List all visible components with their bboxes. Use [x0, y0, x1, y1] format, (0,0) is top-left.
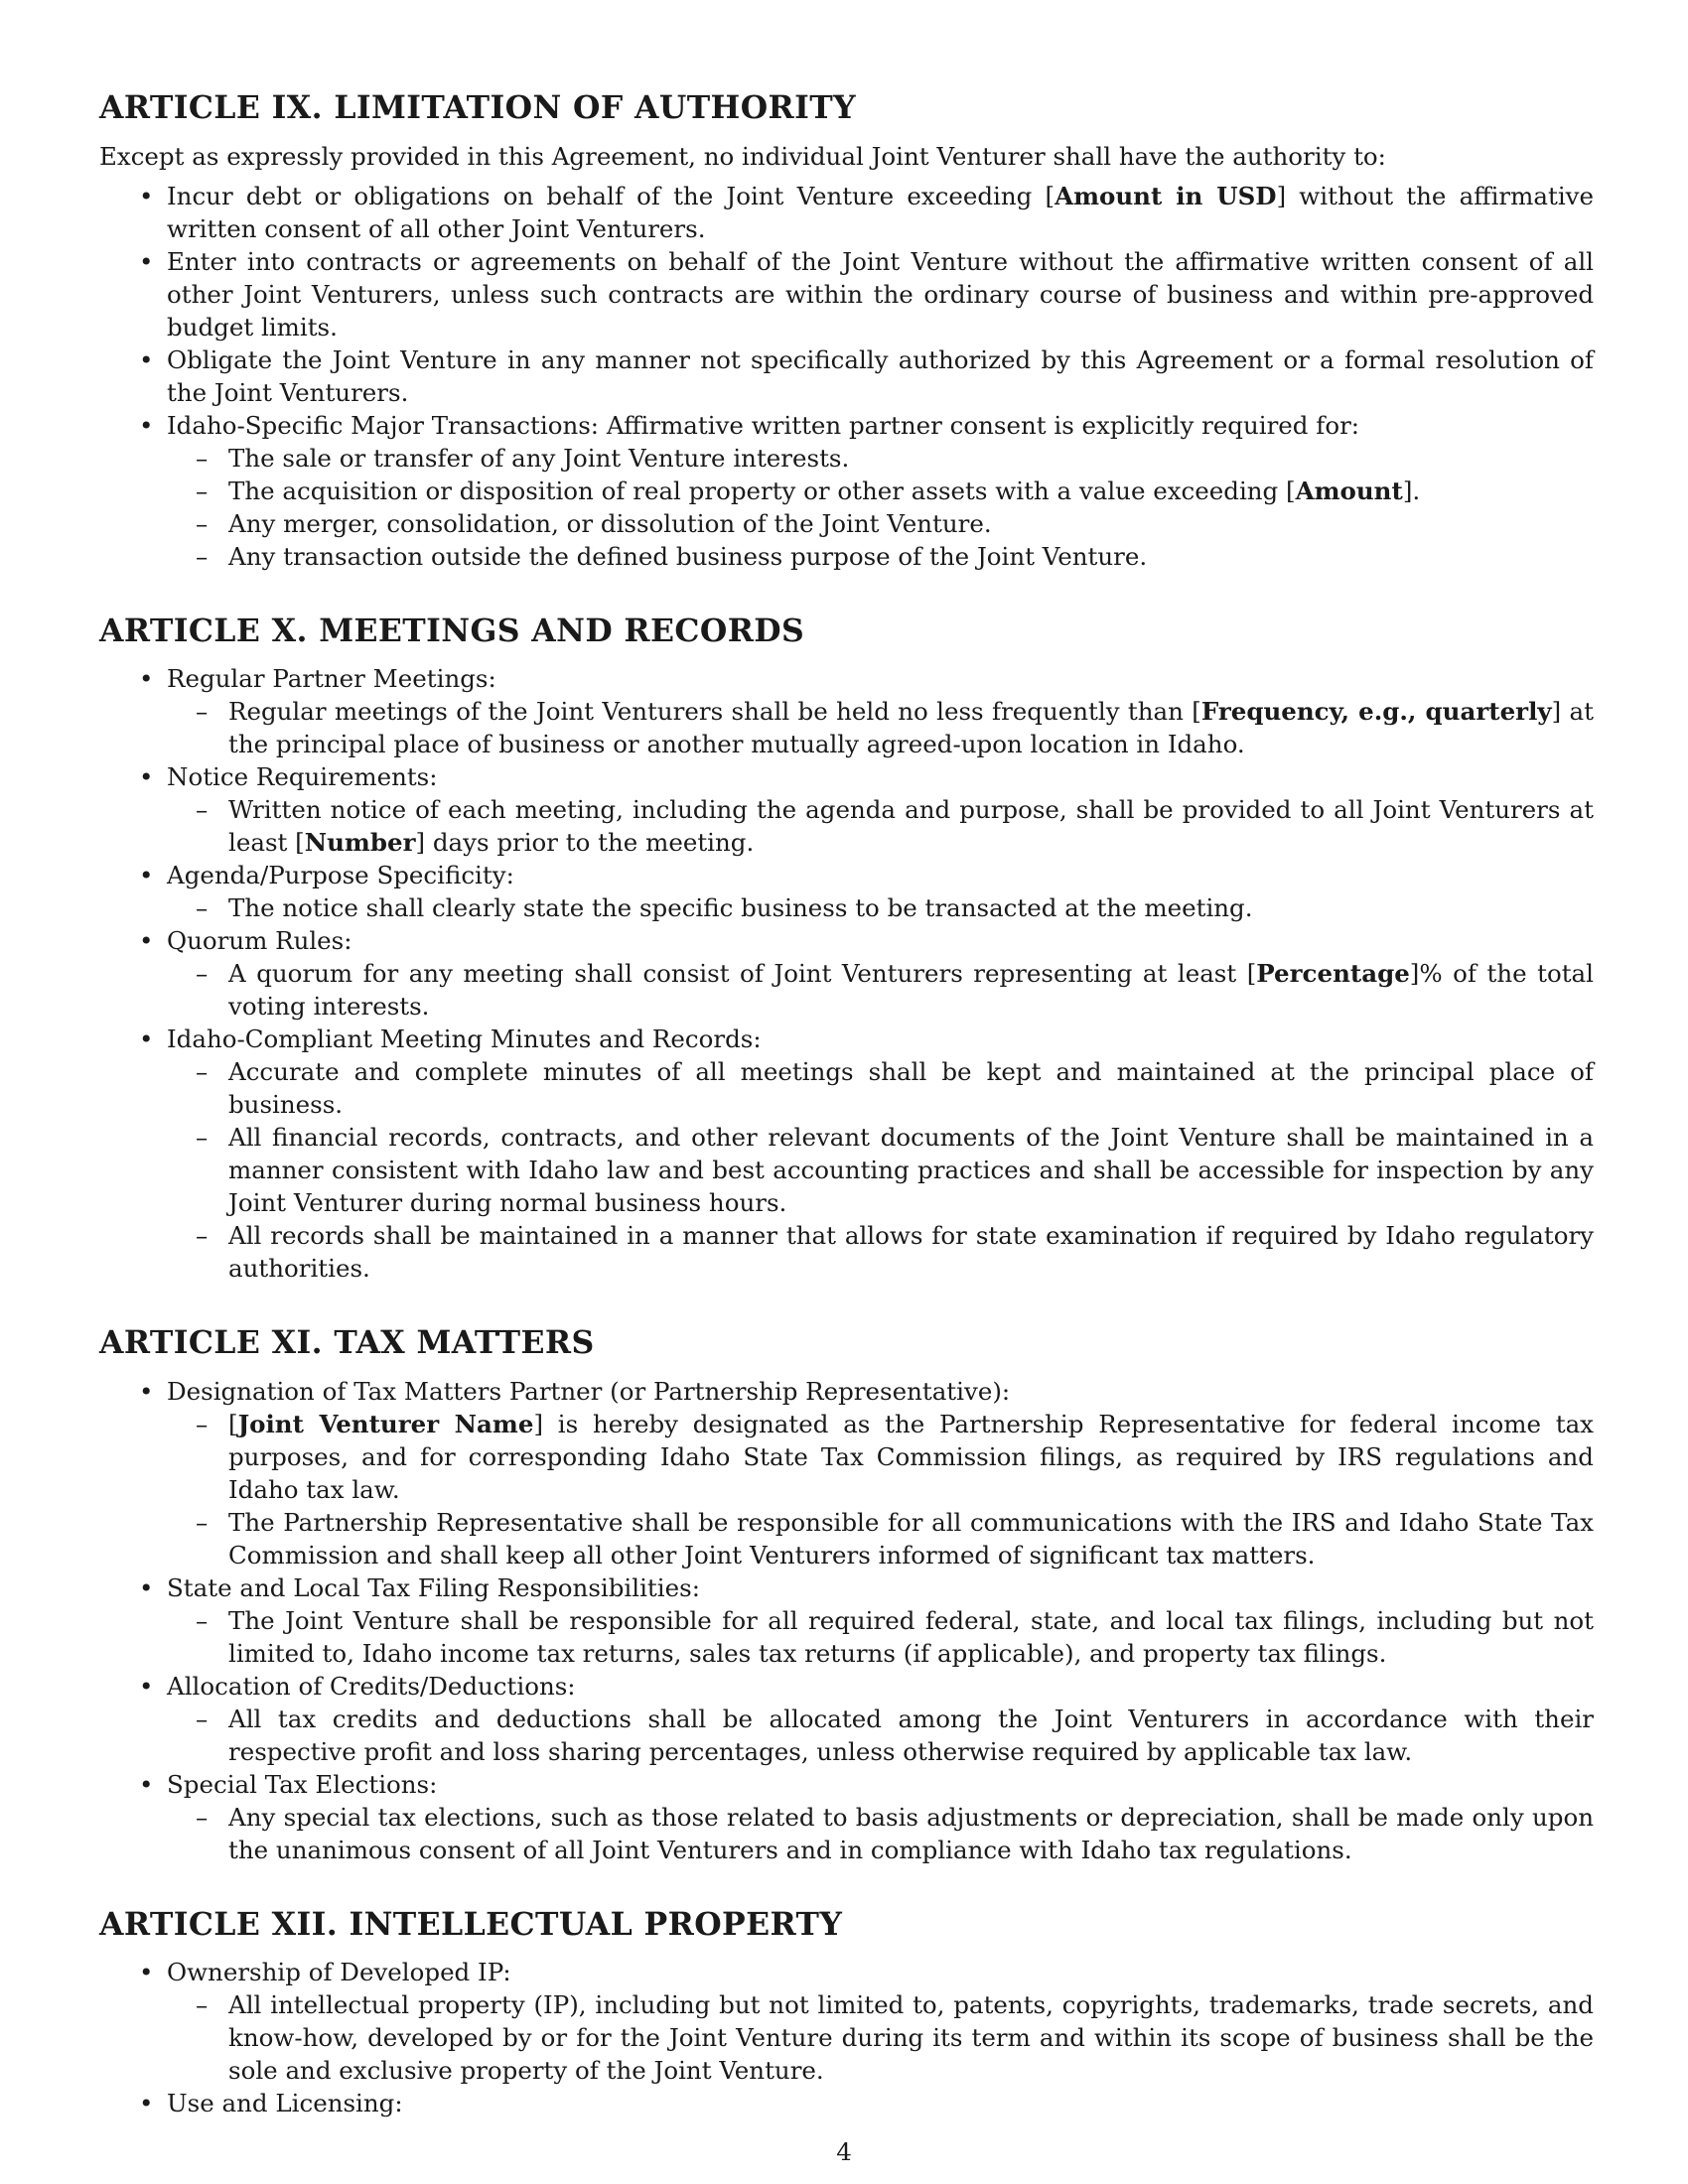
- list-item: • Special Tax Elections: – Any special tax elections, such as those related to basis adjustments or depreciation, shall be made only upon the unanimous consent of all Joint Venturers and in compliance with Idaho tax regulations.: [99, 1768, 1594, 1866]
- sub-list-item: – The notice shall clearly state the specific business to be transacted at the meeting.: [167, 891, 1594, 924]
- article-xii-heading: ARTICLE XII. INTELLECTUAL PROPERTY: [99, 1905, 843, 1943]
- list-item: • Idaho-Compliant Meeting Minutes and Records: – Accurate and complete minutes of all meetings shall be kept and maintained at the principal place of business. – All financial records, contracts, and other relevant documents of the Joint Venture shall be maintained in a manner consistent with Idaho law and best accounting practices and shall be accessible for inspection by any Joint Venturer during normal business hours. – All records shall be maintained in a manner that allows for state examination if required by Idaho regulatory authorities.: [99, 1023, 1594, 1285]
- article-ix-list: [99, 180, 1594, 573]
- article-xii: [99, 1904, 1594, 2120]
- list-item: • Obligate the Joint Venture in any manner not specifically authorized by this Agreement or a formal resolution of the Joint Venturers.: [99, 343, 1594, 409]
- sub-list: [167, 1408, 1594, 1571]
- placeholder-joint-venturer-name: Joint Venturer Name: [237, 1409, 534, 1438]
- list-item: • Idaho-Specific Major Transactions: Affirmative written partner consent is explicitly required for: – The sale or transfer of any Joint Venture interests. – The acquisition or disposition of real property or other assets with a value exceeding [Amount]. – Any merger, consolidation, or dissolution of the Joint Venture. – Any transaction outside the defined business purpose of the Joint Venture.: [99, 409, 1594, 573]
- sub-list: [167, 1703, 1594, 1768]
- placeholder-amount: Amount: [1295, 476, 1403, 505]
- sub-list: [167, 957, 1594, 1023]
- list-item: • Enter into contracts or agreements on behalf of the Joint Venture without the affirmative written consent of all other Joint Venturers, unless such contracts are within the ordinary course of business and within pre-approved budget limits.: [99, 245, 1594, 343]
- article-ix-intro: Except as expressly provided in this Agreement, no individual Joint Venturer shall have the authority to:: [99, 141, 1386, 171]
- list-item: • Incur debt or obligations on behalf of the Joint Venture exceeding [Amount in USD] without the affirmative written consent of all other Joint Venturers.: [99, 180, 1594, 245]
- sub-list-item: – All records shall be maintained in a manner that allows for state examination if required by Idaho regulatory authorities.: [167, 1219, 1594, 1285]
- article-xi-list: [99, 1375, 1594, 1866]
- sub-list-item: – Written notice of each meeting, including the agenda and purpose, shall be provided to all Joint Venturers at least [Number] days prior to the meeting.: [167, 793, 1594, 859]
- list-item: • Allocation of Credits/Deductions: – All tax credits and deductions shall be allocated among the Joint Venturers in accordance with their respective profit and loss sharing percentages, unless otherwise required by applicable tax law.: [99, 1670, 1594, 1768]
- sub-list: [167, 891, 1594, 924]
- sub-list-item: – All intellectual property (IP), including but not limited to, patents, copyrights, trademarks, trade secrets, and know-how, developed by or for the Joint Venture during its term and within its scope of business shall be the sole and exclusive property of the Joint Venture.: [167, 1988, 1594, 2087]
- list-item: • Agenda/Purpose Specificity: – The notice shall clearly state the specific business to be transacted at the meeting.: [99, 859, 1594, 924]
- sub-list-item: – The Partnership Representative shall be responsible for all communications with the IRS and Idaho State Tax Commission and shall keep all other Joint Venturers informed of significant tax matters.: [167, 1506, 1594, 1571]
- list-item: • Quorum Rules: – A quorum for any meeting shall consist of Joint Venturers representing at least [Percentage]% of the total voting interests.: [99, 924, 1594, 1023]
- sub-list-item: – Any transaction outside the defined business purpose of the Joint Venture.: [167, 540, 1594, 573]
- article-x-list: [99, 662, 1594, 1285]
- list-item: • Regular Partner Meetings: – Regular meetings of the Joint Venturers shall be held no less frequently than [Frequency, e.g., quarterly] at the principal place of business or another mutually agreed-upon location in Idaho.: [99, 662, 1594, 760]
- sub-list: [167, 442, 1594, 573]
- sub-list-item: – The Joint Venture shall be responsible for all required federal, state, and local tax filings, including but not limited to, Idaho income tax returns, sales tax returns (if applicable), and property tax filings.: [167, 1604, 1594, 1670]
- article-ix: [99, 87, 1594, 573]
- sub-list-item: – All financial records, contracts, and other relevant documents of the Joint Venture shall be maintained in a manner consistent with Idaho law and best accounting practices and shall be accessible for inspection by any Joint Venturer during normal business hours.: [167, 1121, 1594, 1219]
- sub-list: [167, 793, 1594, 859]
- sub-list-item: – [Joint Venturer Name] is hereby designated as the Partnership Representative for federal income tax purposes, and for corresponding Idaho State Tax Commission filings, as required by IRS regulations and Idaho tax law.: [167, 1408, 1594, 1506]
- placeholder-number: Number: [304, 828, 416, 858]
- placeholder-frequency: Frequency, e.g., quarterly: [1200, 697, 1552, 727]
- sub-list-item: – A quorum for any meeting shall consist of Joint Venturers representing at least [Percentage]% of the total voting interests.: [167, 957, 1594, 1023]
- list-item: • State and Local Tax Filing Responsibilities: – The Joint Venture shall be responsible for all required federal, state, and local tax filings, including but not limited to, Idaho income tax returns, sales tax returns (if applicable), and property tax filings.: [99, 1571, 1594, 1670]
- sub-list-item: – Any special tax elections, such as those related to basis adjustments or depreciation, shall be made only upon the unanimous consent of all Joint Venturers and in compliance with Idaho tax regulations.: [167, 1801, 1594, 1866]
- list-item: • Notice Requirements: – Written notice of each meeting, including the agenda and purpose, shall be provided to all Joint Venturers at least [Number] days prior to the meeting.: [99, 760, 1594, 859]
- sub-list: [167, 1801, 1594, 1866]
- placeholder-amount-usd: Amount in USD: [1055, 181, 1277, 210]
- sub-list-item: – The sale or transfer of any Joint Venture interests.: [167, 442, 1594, 475]
- page-number: 4: [836, 2137, 852, 2166]
- sub-list: [167, 695, 1594, 760]
- list-item: • Ownership of Developed IP: – All intellectual property (IP), including but not limited to, patents, copyrights, trademarks, trade secrets, and know-how, developed by or for the Joint Venture during its term and within its scope of business shall be the sole and exclusive property of the Joint Venture.: [99, 1956, 1594, 2087]
- sub-list: [167, 1988, 1594, 2087]
- article-xi-heading: ARTICLE XI. TAX MATTERS: [99, 1324, 595, 1362]
- article-x-heading: ARTICLE X. MEETINGS AND RECORDS: [99, 612, 805, 649]
- list-item: • Designation of Tax Matters Partner (or Partnership Representative): – [Joint Venturer Name] is hereby designated as the Partnership Representative for federal income tax purposes, and for corresponding Idaho State Tax Commission filings, as required by IRS regulations and Idaho tax law. – The Partnership Representative shall be responsible for all communications with the IRS and Idaho State Tax Commission and shall keep all other Joint Venturers informed of significant tax matters.: [99, 1375, 1594, 1571]
- sub-list-item: – Any merger, consolidation, or dissolution of the Joint Venture.: [167, 507, 1594, 540]
- sub-list-item: – The acquisition or disposition of real property or other assets with a value exceeding [Amount].: [167, 475, 1594, 507]
- article-xii-list: [99, 1956, 1594, 2119]
- article-xi: [99, 1322, 1594, 1866]
- placeholder-percentage: Percentage: [1256, 959, 1410, 989]
- article-x: [99, 611, 1594, 1286]
- sub-list: [167, 1604, 1594, 1670]
- article-ix-heading: ARTICLE IX. LIMITATION OF AUTHORITY: [99, 89, 857, 126]
- sub-list-item: – Accurate and complete minutes of all meetings shall be kept and maintained at the principal place of business.: [167, 1055, 1594, 1121]
- sub-list: [167, 1055, 1594, 1285]
- sub-list-item: – Regular meetings of the Joint Venturers shall be held no less frequently than [Frequency, e.g., quarterly] at the principal place of business or another mutually agreed-upon location in Idaho.: [167, 695, 1594, 760]
- list-item: • Use and Licensing:: [99, 2087, 1594, 2119]
- sub-list-item: – All tax credits and deductions shall be allocated among the Joint Venturers in accordance with their respective profit and loss sharing percentages, unless otherwise required by applicable tax law.: [167, 1703, 1594, 1768]
- document-page: [99, 87, 1594, 2157]
